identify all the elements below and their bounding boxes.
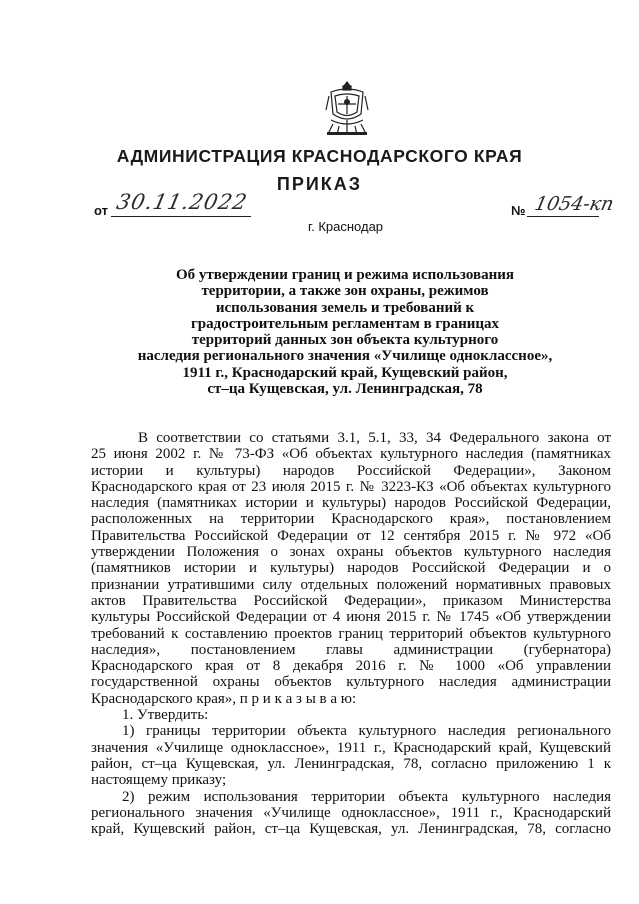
body-line: край, Кущевский район, ст–ца Кущевская, ул. Ленинградская, 78, согласно — [91, 821, 611, 838]
date-underline — [111, 216, 251, 217]
title-line: наследия регионального значения «Училище одноклассное», — [137, 348, 553, 365]
body-line: Краснодарского края», п р и к а з ы в а ю: — [91, 690, 357, 707]
body-line: культуры Российской Федерации от 4 июня 2015 г. № 1745 «Об утверждении — [91, 609, 611, 626]
body-line: истории и культуры) народов Российской Федерации», Законом — [91, 462, 611, 479]
body-line: Краснодарского края от 8 декабря 2016 г. № 1000 «Об управлении — [91, 658, 611, 675]
order-body — [91, 430, 611, 837]
order-title — [120, 267, 570, 397]
body-line: признании утратившими силу отдельных положений нормативных правовых — [91, 576, 611, 593]
city-name: г. Краснодар — [307, 219, 384, 234]
body-line: 25 июня 2002 г. № 73-ФЗ «Об объектах культурного наследия (памятниках — [91, 446, 611, 463]
body-line: наследия», постановлением главы администрации (губернатора) — [91, 641, 611, 658]
body-line: требований к составлению проектов границ территорий объектов культурного — [91, 625, 611, 642]
body-line: район, ст–ца Кущевская, ул. Ленинградская, 78, согласно приложению 1 к — [91, 755, 611, 772]
handwritten-date: 30.11.2022 — [114, 190, 250, 214]
body-line: 1) границы территории объекта культурного наследия регионального — [122, 723, 611, 740]
title-line: Об утверждении границ и режима использования — [176, 267, 514, 283]
handwritten-number: 1054-кп — [532, 193, 616, 215]
body-line: наследия (памятниках истории и культуры) народов Российской Федерации, — [91, 495, 611, 512]
body-line: (памятников истории и культуры) народов Российской Федерации и о — [91, 560, 611, 577]
body-line: В соответствии со статьями 3.1, 5.1, 33, 34 Федерального закона от — [138, 430, 611, 446]
body-line: настоящему приказу; — [91, 772, 227, 789]
body-line: утверждении Положения о зонах охраны объектов культурного наследия — [91, 544, 611, 561]
title-line: ст–ца Кущевская, ул. Ленинградская, 78 — [207, 381, 483, 398]
title-line: градостроительным регламентам в границах — [190, 315, 500, 332]
body-line: значения «Училище одноклассное», 1911 г., Краснодарский край, Кущевский — [91, 739, 611, 756]
document-type: ПРИКАЗ — [276, 174, 363, 194]
title-line: территорий данных зон объекта культурного — [191, 332, 499, 349]
body-line: расположенных на территории Краснодарского края», постановлением — [91, 511, 611, 528]
body-line: Правительства Российской Федерации от 12 сентября 2015 г. № 972 «Об — [91, 527, 611, 544]
body-line: 2) режим использования территории объекта культурного наследия — [122, 788, 611, 805]
agency-name: АДМИНИСТРАЦИЯ КРАСНОДАРСКОГО КРАЯ — [116, 146, 523, 166]
title-line: 1911 г., Краснодарский край, Кущевский район, — [182, 364, 508, 381]
number-underline — [527, 216, 599, 217]
title-line: использования земель и требований к — [215, 299, 475, 316]
body-line: Краснодарского края от 23 июля 2015 г. № 3223-КЗ «Об объектах культурного — [91, 478, 611, 495]
title-line: территории, а также зон охраны, режимов — [201, 283, 489, 300]
coat-of-arms-emblem — [325, 80, 369, 138]
date-label: от — [94, 203, 108, 218]
number-label: № — [511, 203, 526, 218]
body-line: регионального значения «Училище одноклассное», 1911 г., Краснодарский — [91, 804, 611, 821]
body-line: актов Правительства Российской Федерации», приказом Министерства — [91, 592, 611, 609]
body-line: государственной охраны объектов культурного наследия администрации — [91, 674, 611, 691]
body-line: 1. Утвердить: — [122, 707, 209, 724]
